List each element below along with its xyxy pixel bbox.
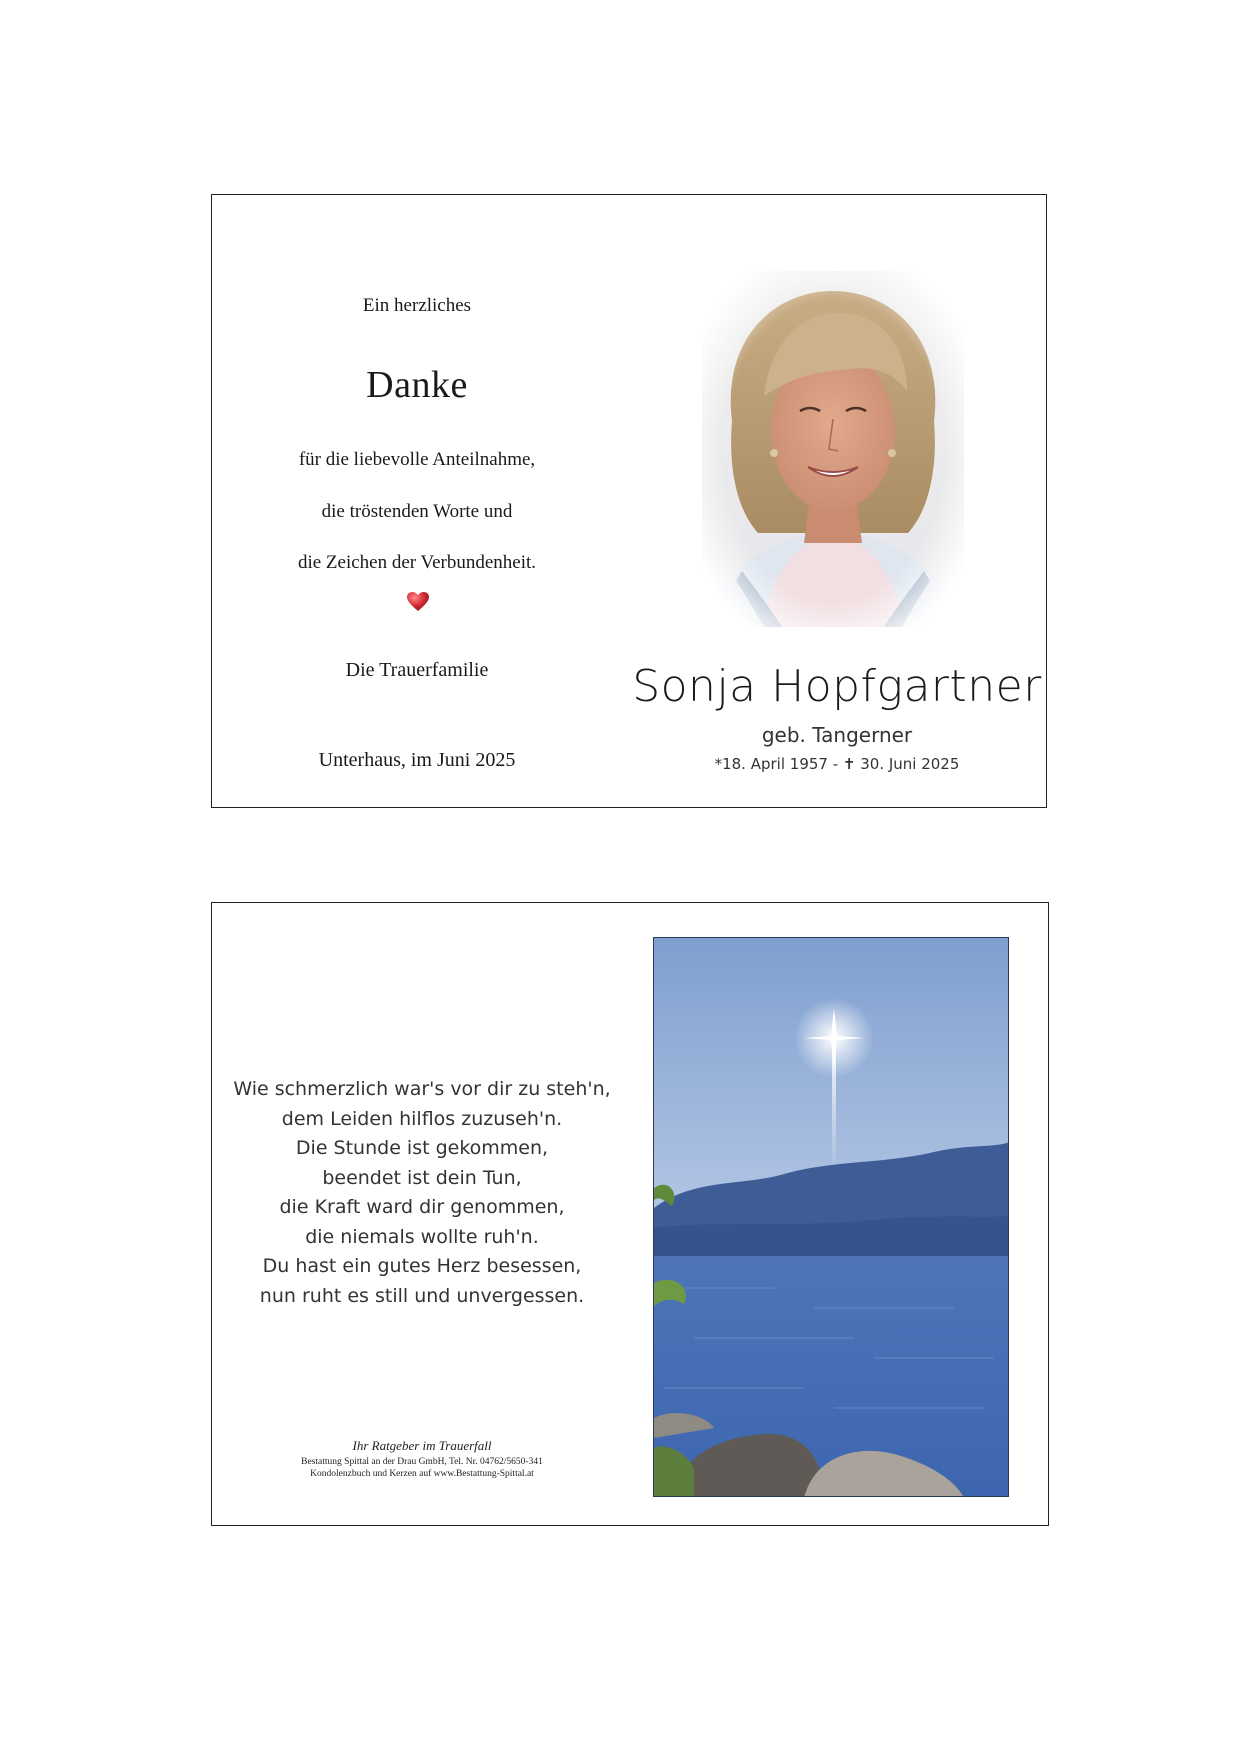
intro-text: Ein herzliches [362,295,472,316]
danke-heading: Danke [366,364,468,406]
footer-web: Kondolenzbuch und Kerzen auf www.Bestattung-Spittal.at [310,1469,534,1479]
poem-card [211,902,1049,1526]
thanks-line-2: die tröstenden Worte und [321,501,513,522]
deceased-name: Sonja Hopfgartner [632,661,1042,712]
poem-line: Die Stunde ist gekommen, [295,1137,549,1159]
poem-line: beendet ist dein Tun, [322,1166,522,1189]
footer-slogan: Ihr Ratgeber im Trauerfall [352,1438,492,1453]
life-dates: *18. April 1957 - ✝ 30. Juni 2025 [714,755,960,773]
portrait-photo [702,271,964,627]
poem-line: Wie schmerzlich war's vor dir zu steh'n, [233,1078,611,1100]
poem [212,1075,632,1311]
family-signature: Die Trauerfamilie [345,659,489,681]
poem-line: nun ruht es still und unvergessen. [259,1284,585,1307]
heart-icon [407,592,429,612]
thanks-line-3: die Zeichen der Verbundenheit. [297,552,537,573]
poem-line: dem Leiden hilflos zuzuseh'n. [281,1107,563,1130]
birth-name: geb. Tangerner [761,723,913,747]
poem-line: die niemals wollte ruh'n. [305,1225,539,1248]
poem-line: die Kraft ward dir genommen, [279,1196,565,1218]
poem-line: Du hast ein gutes Herz besessen, [262,1255,582,1277]
lake-photo [653,937,1009,1497]
place-date: Unterhaus, im Juni 2025 [318,749,516,771]
footer-company: Bestattung Spittal an der Drau GmbH, Tel. Nr. 04762/5650-341 [301,1457,543,1467]
thank-you-card [211,194,1047,808]
funeral-home-footer [212,1438,632,1480]
thanks-line-1: für die liebevolle Anteilnahme, [298,449,536,470]
